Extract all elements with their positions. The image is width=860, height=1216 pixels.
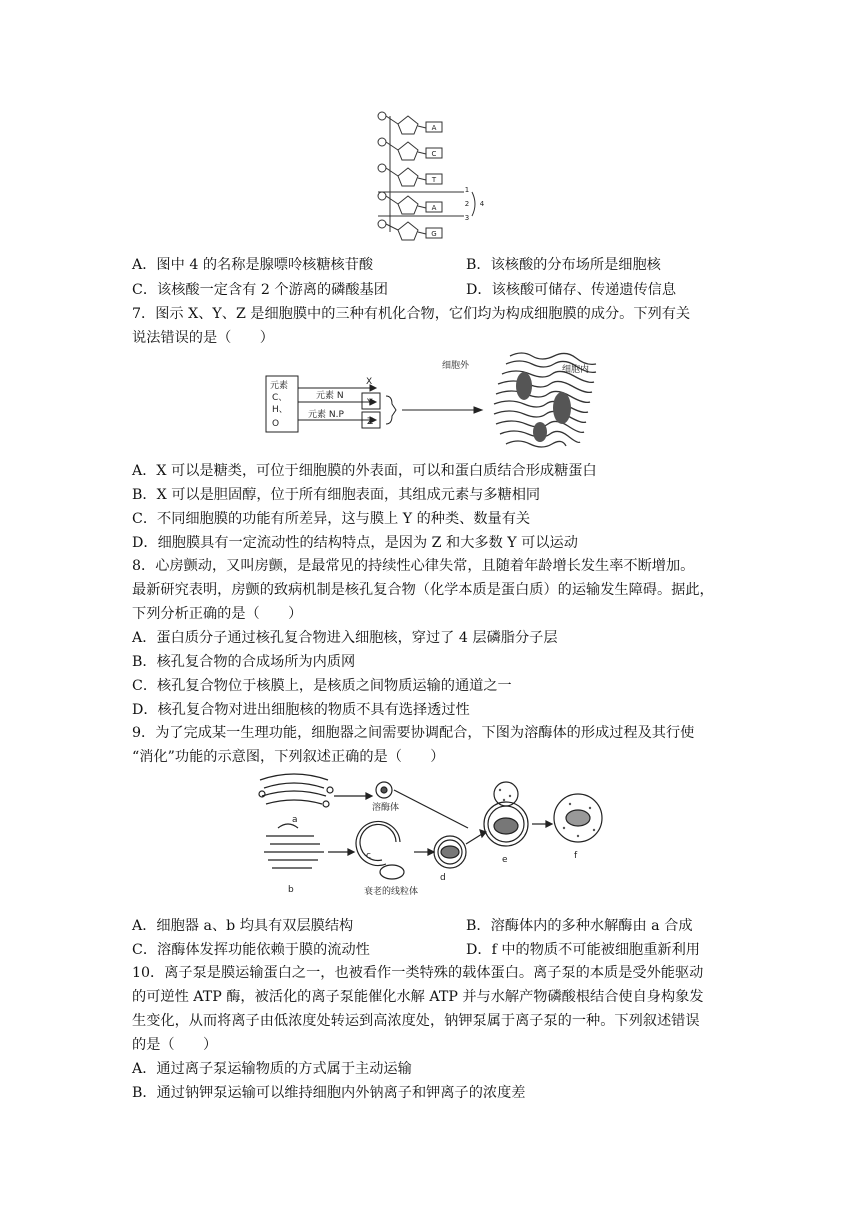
base-label: C bbox=[431, 150, 437, 158]
compound-z-label: Z bbox=[367, 417, 374, 427]
mark-label: 3 bbox=[464, 214, 470, 222]
q6-option-b: B．该核酸的分布场所是细胞核 bbox=[466, 257, 661, 273]
q9-option-a: A．细胞器 a、b 均具有双层膜结构 bbox=[132, 918, 354, 934]
base-label: G bbox=[431, 230, 437, 238]
q9-option-b: B．溶酶体内的多种水解酶由 a 合成 bbox=[466, 918, 693, 934]
organelle-b-label: b bbox=[288, 885, 294, 895]
mark-label: 4 bbox=[479, 200, 485, 208]
q9-stem-line: 9．为了完成某一生理功能，细胞器之间需要协调配合，下图为溶酶体的形成过程及其行使 bbox=[132, 725, 695, 741]
mark-label: 2 bbox=[464, 200, 470, 208]
arrow-label-np: 元素 N.P bbox=[308, 410, 344, 420]
q9-stem-line: “消化”功能的示意图，下列叙述正确的是（ ） bbox=[132, 749, 445, 765]
organelle-a-label: a bbox=[292, 815, 298, 825]
q8-stem-line: 最新研究表明，房颤的致病机制是核孔复合物（化学本质是蛋白质）的运输发生障碍。据此， bbox=[132, 582, 714, 598]
nucleic-acid-chain-figure bbox=[368, 104, 488, 254]
q10-stem-line: 生变化，从而将离子由低浓度处转运到高浓度处，钠钾泵属于离子泵的一种。下列叙述错误 bbox=[132, 1013, 700, 1029]
q6-option-a: A．图中 4 的名称是腺嘌呤核糖核苷酸 bbox=[132, 257, 374, 273]
mark-label: 1 bbox=[464, 186, 470, 194]
q7-option-d: D．细胞膜具有一定流动性的结构特点，是因为 Z 和大多数 Y 可以运动 bbox=[132, 535, 578, 551]
outside-cell-label: 细胞外 bbox=[442, 361, 470, 371]
q10-option-a: A．通过离子泵运输物质的方式属于主动运输 bbox=[132, 1061, 412, 1077]
base-label: A bbox=[431, 204, 437, 212]
stage-f-label: f bbox=[574, 851, 578, 861]
element-box-line: H、 bbox=[272, 405, 288, 415]
q7-option-b: B．X 可以是胆固醇，位于所有细胞表面，其组成元素与多糖相同 bbox=[132, 487, 541, 503]
q8-option-d: D．核孔复合物对进出细胞核的物质不具有选择透过性 bbox=[132, 702, 470, 718]
lysosome-process-figure bbox=[254, 768, 608, 908]
q10-stem-line: 10．离子泵是膜运输蛋白之一，也被看作一类特殊的载体蛋白。离子泵的本质是受外能驱动 bbox=[132, 965, 704, 981]
stage-c-label: c bbox=[366, 851, 371, 861]
q8-stem-line: 8．心房颤动，又叫房颤，是最常见的持续性心律失常，且随着年龄增长发生率不断增加。 bbox=[132, 558, 695, 574]
arrow-label-n: 元素 N bbox=[316, 391, 344, 401]
q6-option-d: D．该核酸可储存、传递遗传信息 bbox=[466, 282, 677, 298]
compound-y-label: Y bbox=[367, 398, 373, 408]
element-box-line: 元素 bbox=[270, 381, 289, 391]
q9-option-c: C．溶酶体发挥功能依赖于膜的流动性 bbox=[132, 942, 370, 958]
q7-option-c: C．不同细胞膜的功能有所差异，这与膜上 Y 的种类、数量有关 bbox=[132, 511, 531, 527]
element-box-line: O bbox=[272, 419, 280, 429]
stage-d-label: d bbox=[440, 873, 446, 883]
old-mitochondria-label: 衰老的线粒体 bbox=[364, 887, 419, 897]
compound-x-label: X bbox=[366, 377, 373, 387]
q7-option-a: A．X 可以是糖类，可位于细胞膜的外表面，可以和蛋白质结合形成糖蛋白 bbox=[132, 463, 597, 479]
q7-stem-line: 说法错误的是（ ） bbox=[132, 330, 274, 346]
base-label: A bbox=[431, 124, 437, 132]
q7-stem-line: 7．图示 X、Y、Z 是细胞膜中的三种有机化合物，它们均为构成细胞膜的成分。下列有关 bbox=[132, 306, 691, 322]
lysosome-label: 溶酶体 bbox=[372, 803, 400, 813]
element-box-line: C、 bbox=[272, 393, 288, 403]
q10-stem-line: 的可逆性 ATP 酶，被活化的离子泵能催化水解 ATP 并与水解产物磷酸根结合使自身构象发 bbox=[132, 989, 704, 1005]
cell-membrane-figure bbox=[262, 346, 614, 458]
q8-stem-line: 下列分析正确的是（ ） bbox=[132, 606, 303, 622]
base-label: T bbox=[431, 176, 437, 184]
q8-option-a: A．蛋白质分子通过核孔复合物进入细胞核，穿过了 4 层磷脂分子层 bbox=[132, 630, 558, 646]
q8-option-b: B．核孔复合物的合成场所为内质网 bbox=[132, 654, 356, 670]
q9-option-d: D．f 中的物质不可能被细胞重新利用 bbox=[466, 942, 700, 958]
q8-option-c: C．核孔复合物位于核膜上，是核质之间物质运输的通道之一 bbox=[132, 678, 512, 694]
inside-cell-label: 细胞内 bbox=[562, 365, 590, 375]
q10-option-b: B．通过钠钾泵运输可以维持细胞内外钠离子和钾离子的浓度差 bbox=[132, 1085, 526, 1101]
q6-option-c: C．该核酸一定含有 2 个游离的磷酸基团 bbox=[132, 282, 388, 298]
q10-stem-line: 的是（ ） bbox=[132, 1037, 218, 1053]
stage-e-label: e bbox=[502, 855, 508, 865]
